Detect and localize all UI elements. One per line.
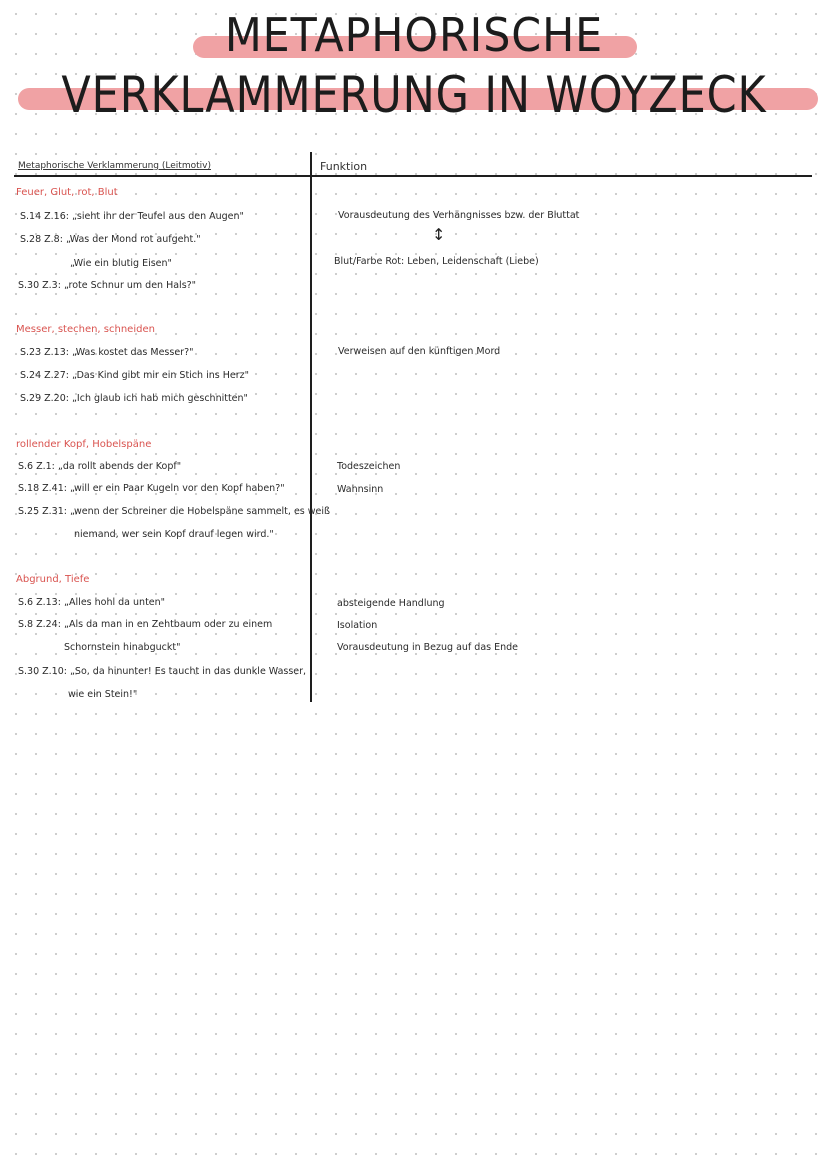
quote-line: S.6 Z.1: „da rollt abends der Kopf" [18,461,182,472]
page-title-line-1: METAPHORISCHE [224,8,604,62]
quote-line: S.6 Z.13: „Alles hohl da unten" [18,597,166,608]
left-column-header: Metaphorische Verklammerung (Leitmotiv) [18,161,211,171]
function-line: Isolation [337,620,378,631]
quote-line: S.18 Z.41: „will er ein Paar Kugeln vor den Kopf haben?" [18,483,285,494]
quote-line: S.24 Z.27: „Das Kind gibt mir ein Stich ins Herz" [20,370,249,381]
function-line: Vorausdeutung in Bezug auf das Ende [337,642,519,653]
function-line: Wahnsinn [337,484,384,495]
quote-line: S.29 Z.20: „Ich glaub ich hab mich geschnitten" [20,393,248,404]
quote-line: „Wie ein blutig Eisen" [70,258,172,269]
quote-line: S.8 Z.24: „Als da man in en Zehtbaum oder zu einem [18,619,273,630]
section-heading: Feuer, Glut, rot, Blut [16,187,118,198]
right-column-header: Funktion [320,160,368,173]
function-line: Vorausdeutung des Verhängnisses bzw. der Bluttat [338,210,580,221]
table-header-divider [14,175,812,177]
quote-line: S.30 Z.3: „rote Schnur um den Hals?" [18,280,197,291]
section-heading: Abgrund, Tiefe [16,574,90,585]
table-column-divider [310,152,312,702]
function-line: Verweisen auf den künftigen Mord [338,346,501,357]
function-line: Blut/Farbe Rot: Leben, Leidenschaft (Liebe) [334,256,539,267]
title-block [0,0,828,140]
quote-line: S.25 Z.31: „wenn der Schreiner die Hobelspäne sammelt, es weiß [18,506,331,517]
quote-line: S.30 Z.10: „So, da hinunter! Es taucht in das dunkle Wasser, [18,666,307,677]
function-line: absteigende Handlung [337,598,445,609]
quote-line: Schornstein hinabguckt" [64,642,181,653]
quote-line: S.28 Z.8: „Was der Mond rot aufgeht." [20,234,201,245]
quote-line: S.14 Z.16: „sieht ihr der Teufel aus den Augen" [20,211,244,222]
quote-line: niemand, wer sein Kopf drauf legen wird." [74,529,274,540]
double-arrow-icon: ↕ [432,225,446,244]
quote-line: S.23 Z.13: „Was kostet das Messer?" [20,347,194,358]
quote-line: wie ein Stein!" [68,689,138,700]
section-heading: Messer, stechen, schneiden [16,324,155,335]
page-title-line-2: VERKLAMMERUNG IN WOYZECK [61,66,767,124]
section-heading: rollender Kopf, Hobelspäne [16,439,152,450]
function-line: Todeszeichen [337,461,401,472]
